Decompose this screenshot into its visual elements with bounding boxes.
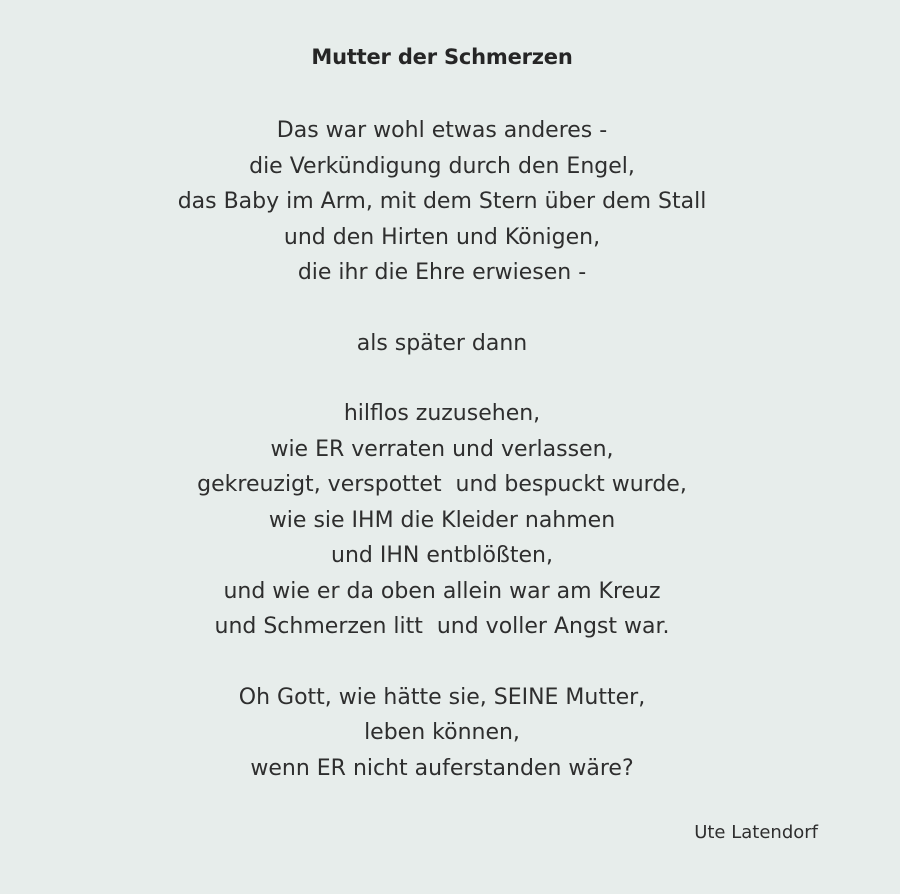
stanza-2 (0, 326, 884, 362)
poem-author: Ute Latendorf (694, 822, 818, 843)
poem-line: und wie er da oben allein war am Kreuz (223, 578, 661, 604)
poem-line: wie ER verraten und verlassen, (270, 436, 614, 462)
poem-title: Mutter der Schmerzen (311, 45, 573, 69)
poem-line: als später dann (356, 330, 528, 356)
poem-line: und Schmerzen litt und voller Angst war. (214, 614, 670, 639)
poem-line: die ihr die Ehre erwiesen - (297, 260, 587, 285)
poem-line: und den Hirten und Königen, (283, 224, 601, 250)
poem-body (0, 113, 884, 821)
poem-line: Oh Gott, wie hätte sie, SEINE Mutter, (238, 684, 646, 710)
poem-line: das Baby im Arm, mit dem Stern über dem Stall (177, 189, 707, 214)
poem-line: und IHN entblößten, (331, 543, 553, 568)
poem-line: die Verkündigung durch den Engel, (249, 153, 635, 179)
poem-line: Das war wohl etwas anderes - (276, 118, 608, 143)
stanza-3 (0, 396, 884, 645)
poem-line: gekreuzigt, verspottet und bespuckt wurde, (197, 472, 687, 497)
poem-line: wie sie IHM die Kleider nahmen (268, 507, 616, 533)
stanza-4 (0, 680, 884, 787)
poem-line: leben können, (364, 720, 520, 745)
poem-line: hilflos zuzusehen, (343, 401, 541, 426)
stanza-1 (0, 113, 884, 291)
poem-line: wenn ER nicht auferstanden wäre? (250, 755, 634, 781)
